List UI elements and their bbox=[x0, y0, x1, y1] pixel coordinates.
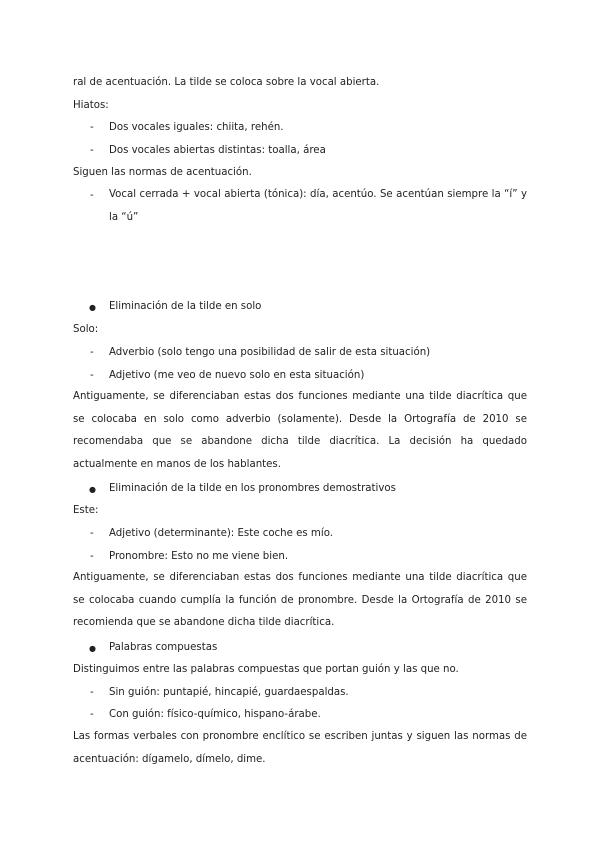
list-item: Dos vocales iguales: chiita, rehén. bbox=[109, 122, 284, 133]
list-item: Pronombre: Esto no me viene bien. bbox=[109, 551, 289, 562]
list-item: Dos vocales abiertas distintas: toalla, área bbox=[109, 145, 326, 156]
list-item: Adverbio (solo tengo una posibilidad de salir de esta situación) bbox=[109, 347, 431, 358]
bullet-icon: ● bbox=[89, 644, 96, 653]
dash-marker: - bbox=[90, 687, 94, 698]
section-heading: Palabras compuestas bbox=[109, 642, 218, 653]
dash-marker: - bbox=[90, 709, 94, 720]
dash-marker: - bbox=[90, 122, 94, 133]
intro-text: Distinguimos entre las palabras compuestas que portan guión y las que no. bbox=[73, 664, 459, 675]
paragraph: Antiguamente, se diferenciaban estas dos funciones mediante una tilde diacrítica que se colocaba en solo como adverbio (solamente). Desde la Ortografía de 2010 se recomendaba que se abandone dicha tilde diacrítica. La decisión ha quedado actualmente en manos de los hablantes. bbox=[73, 391, 527, 470]
siguen-label: Siguen las normas de acentuación. bbox=[73, 167, 252, 178]
list-item: Adjetivo (me veo de nuevo solo en esta situación) bbox=[109, 370, 365, 381]
list-item: Adjetivo (determinante): Este coche es mío. bbox=[109, 528, 333, 539]
dash-marker: - bbox=[90, 551, 94, 562]
paragraph: Las formas verbales con pronombre enclítico se escriben juntas y siguen las normas de acentuación: dígamelo, dímelo, dime. bbox=[73, 731, 527, 765]
dash-marker: - bbox=[90, 347, 94, 358]
dash-marker: - bbox=[90, 145, 94, 156]
dash-marker: - bbox=[90, 370, 94, 381]
section-heading: Eliminación de la tilde en solo bbox=[109, 301, 262, 312]
este-label: Este: bbox=[73, 505, 99, 516]
paragraph: Antiguamente, se diferenciaban estas dos funciones mediante una tilde diacrítica que se colocaba cuando cumplía la función de pronombre. Desde la Ortografía de 2010 se recomienda que se abandone dicha tilde diacrítica. bbox=[73, 572, 527, 628]
dash-marker: - bbox=[90, 528, 94, 539]
solo-label: Solo: bbox=[73, 324, 99, 335]
bullet-icon: ● bbox=[89, 485, 96, 494]
bullet-icon: ● bbox=[89, 303, 96, 312]
list-item: Vocal cerrada + vocal abierta (tónica): día, acentúo. Se acentúan siempre la “í” y la “ú” bbox=[109, 189, 527, 223]
list-item: Con guión: físico-químico, hispano-árabe. bbox=[109, 709, 321, 720]
hiatos-label: Hiatos: bbox=[73, 100, 109, 111]
text-line: ral de acentuación. La tilde se coloca sobre la vocal abierta. bbox=[73, 77, 380, 88]
section-heading: Eliminación de la tilde en los pronombres demostrativos bbox=[109, 483, 396, 494]
list-item: Sin guión: puntapié, hincapié, guardaespaldas. bbox=[109, 687, 349, 698]
dash-marker: - bbox=[90, 190, 94, 201]
